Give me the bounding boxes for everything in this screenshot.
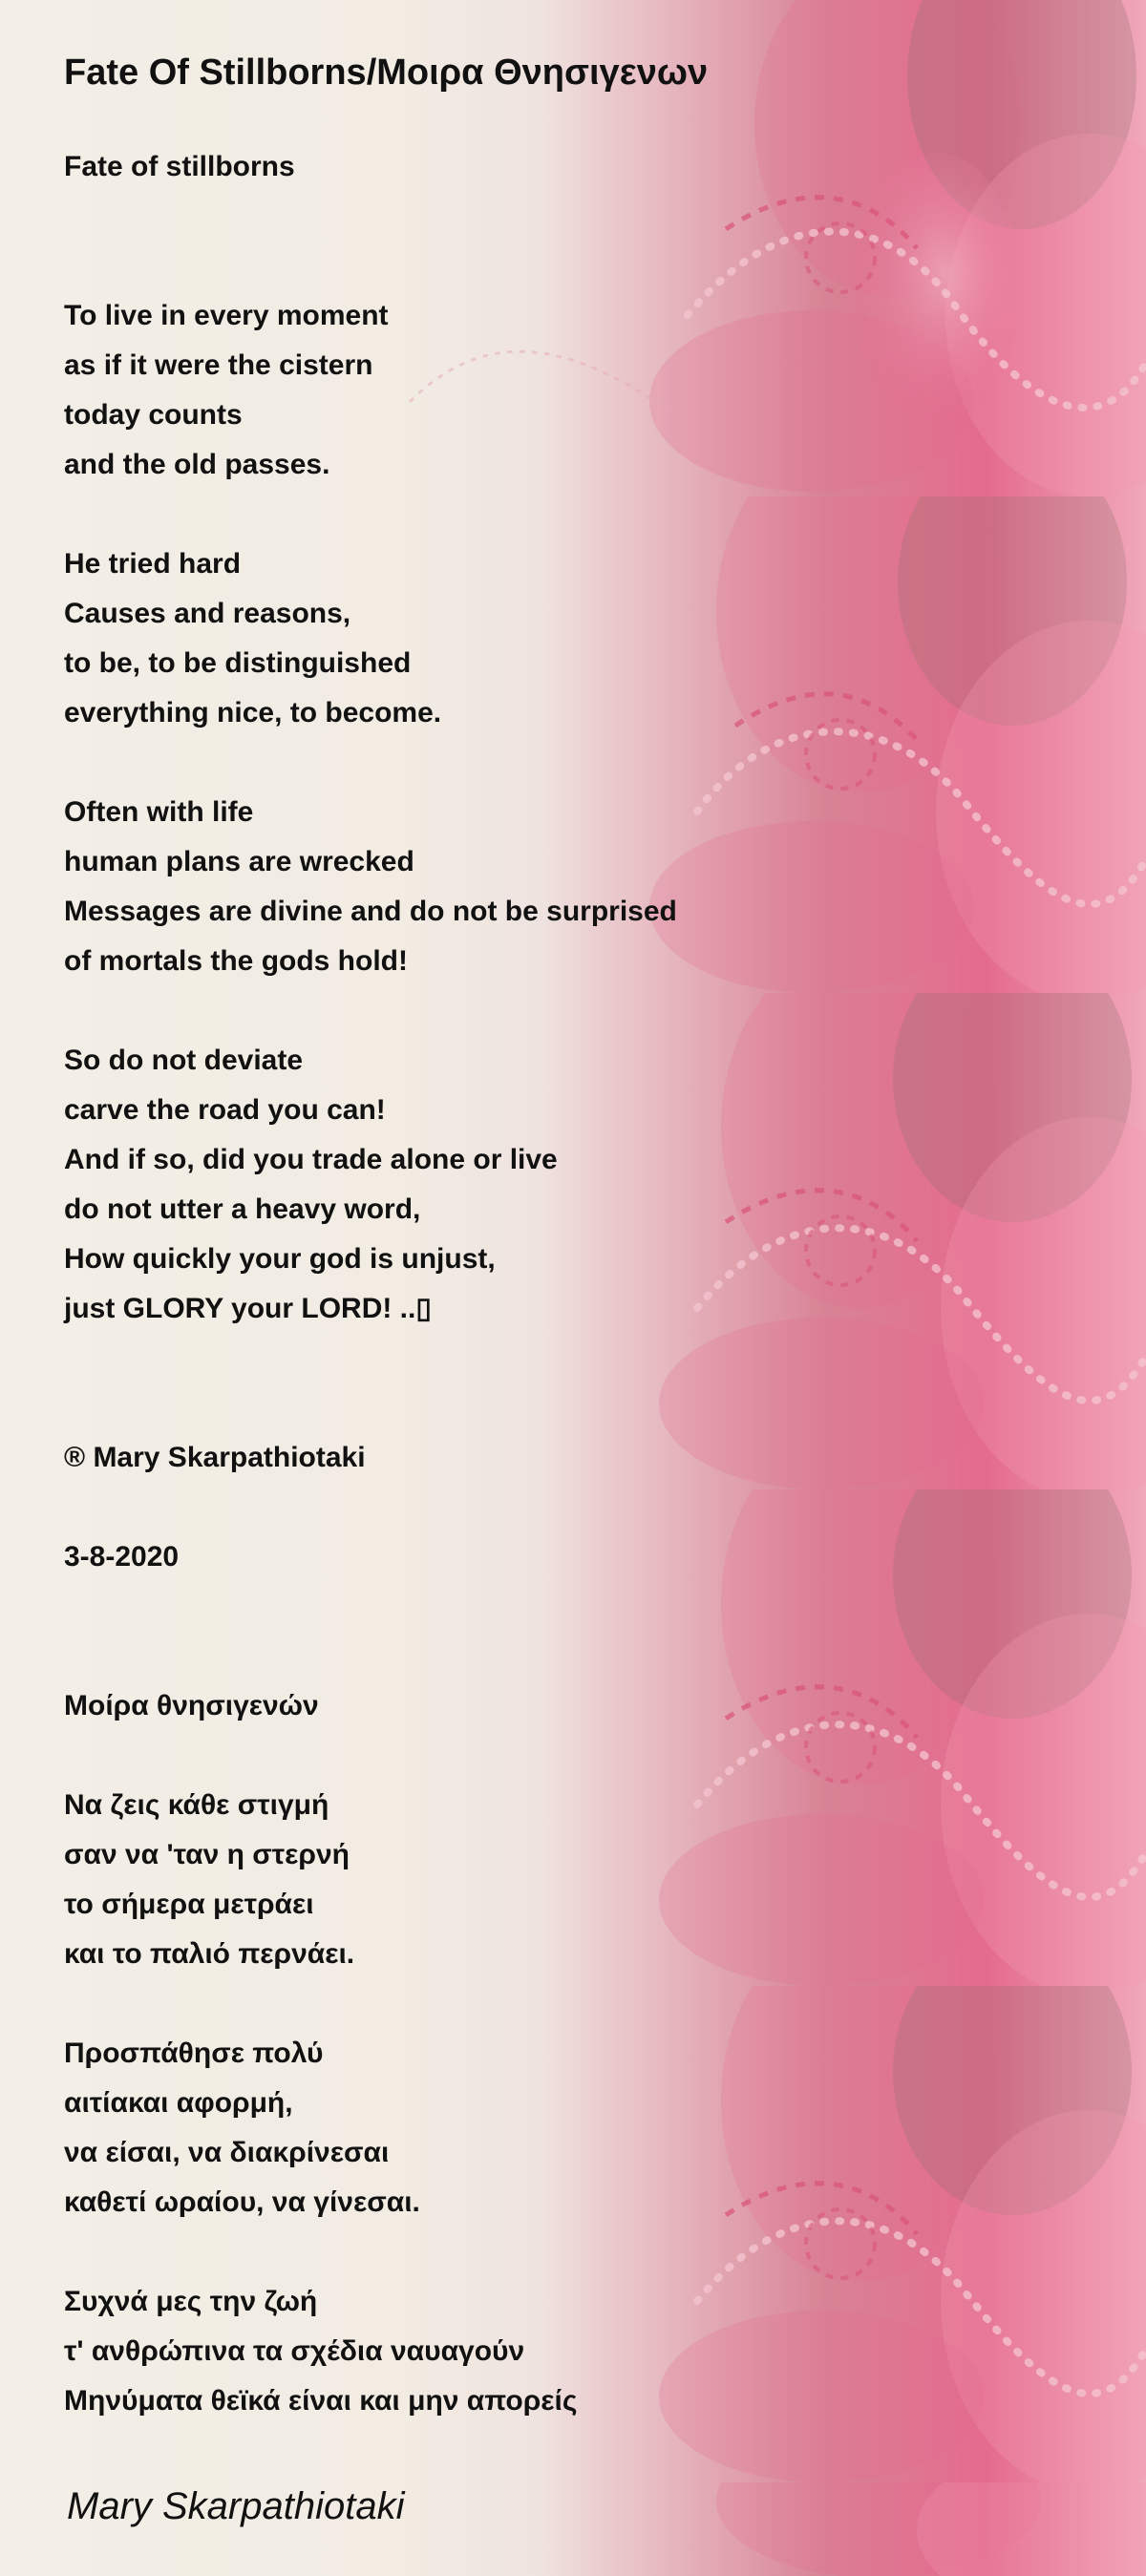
signature: Mary Skarpathiotaki xyxy=(67,2485,405,2527)
poem-line: human plans are wrecked xyxy=(64,846,414,877)
poem-line: to be, to be distinguished xyxy=(64,647,412,679)
poem-title: Fate Of Stillborns/Μοιρα Θνησιγενων xyxy=(64,53,709,93)
poem-line: and the old passes. xyxy=(64,449,330,480)
poem-line: σαν να 'ταν η στερνή xyxy=(64,1839,350,1870)
poem-content xyxy=(64,0,923,2576)
poem-line: Προσπάθησε πολύ xyxy=(64,2038,324,2069)
date-line: 3-8-2020 xyxy=(64,1541,180,1573)
poem-line: Often with life xyxy=(64,796,254,828)
poem-line: Fate of stillborns xyxy=(64,151,295,182)
poem-line: And if so, did you trade alone or live xyxy=(64,1144,558,1175)
poem-line: Messages are divine and do not be surprised xyxy=(64,896,677,927)
poem-line: as if it were the cistern xyxy=(64,349,373,381)
poem-line: today counts xyxy=(64,399,243,431)
poem-line: Να ζεις κάθε στιγμή xyxy=(64,1789,329,1821)
poem-line: just GLORY your LORD! ..▯ xyxy=(64,1293,432,1324)
poem-line: τ' ανθρώπινα τα σχέδια ναυαγούν xyxy=(64,2335,525,2367)
poem-line: So do not deviate xyxy=(64,1045,304,1076)
poem-line: καθετί ωραίου, να γίνεσαι. xyxy=(64,2186,420,2218)
poem-line: να είσαι, να διακρίνεσαι xyxy=(64,2137,390,2168)
poem-line: How quickly your god is unjust, xyxy=(64,1243,496,1275)
poem-line: He tried hard xyxy=(64,548,242,580)
copyright-line: ® Mary Skarpathiotaki xyxy=(64,1442,366,1473)
poem-line: Μοίρα θνησιγενών xyxy=(64,1690,319,1721)
poem-line: Causes and reasons, xyxy=(64,598,351,629)
poem-line: το σήμερα μετράει xyxy=(64,1889,314,1920)
poem-line: everything nice, to become. xyxy=(64,697,442,728)
poem-line: do not utter a heavy word, xyxy=(64,1193,421,1225)
poem-line: To live in every moment xyxy=(64,300,389,331)
poem-line: of mortals the gods hold! xyxy=(64,945,408,977)
poem-line: Συχνά μες την ζωή xyxy=(64,2286,318,2317)
poem-line: carve the road you can! xyxy=(64,1094,386,1126)
poem-line: και το παλιό περνάει. xyxy=(64,1938,355,1970)
poem-line: αιτίακαι αφορμή, xyxy=(64,2087,293,2119)
poem-line: Μηνύματα θεϊκά είναι και μην απορείς xyxy=(64,2385,578,2417)
